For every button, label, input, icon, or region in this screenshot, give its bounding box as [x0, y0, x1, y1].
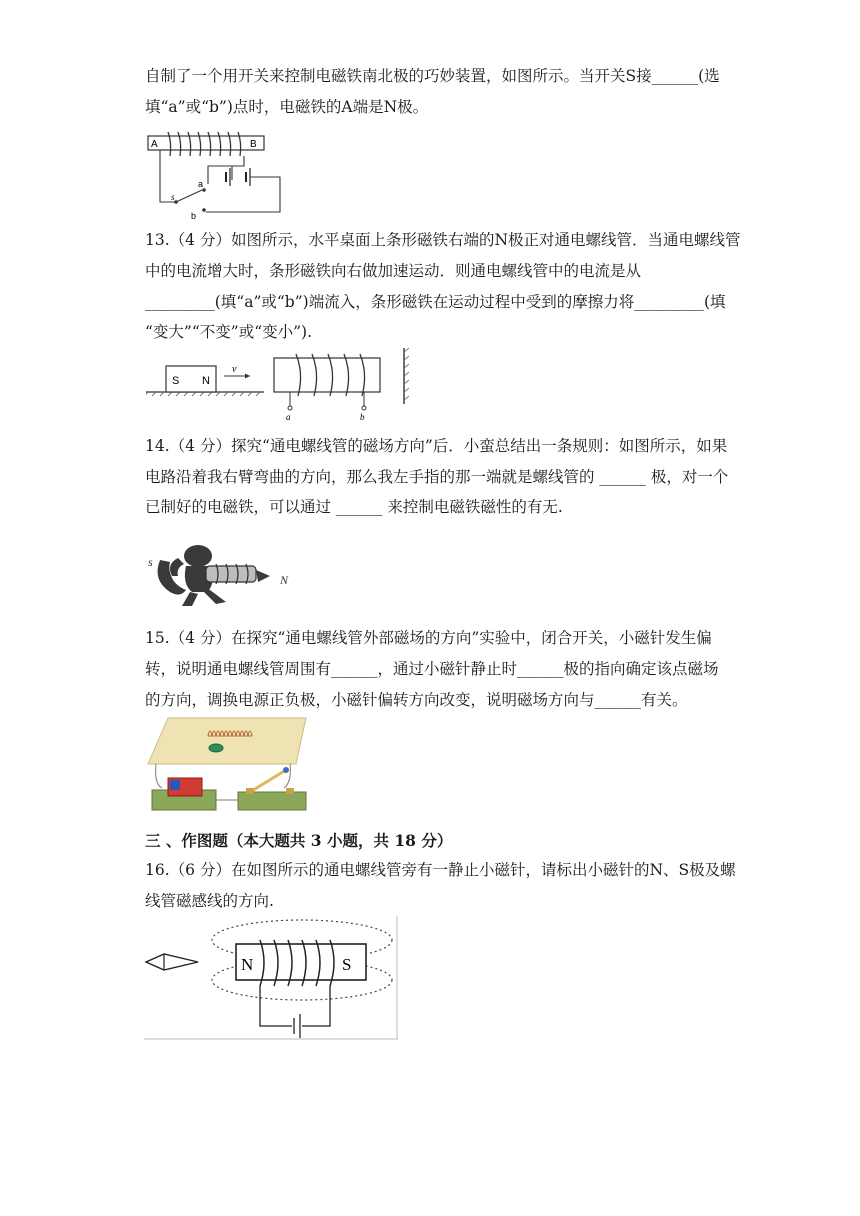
label-end-b: b — [360, 412, 365, 422]
q14-text-line-3: 已制好的电磁铁，可以通过 ______ 来控制电磁铁磁性的有无. — [145, 498, 563, 516]
label-velocity: v — [232, 364, 237, 375]
label-figure-s: s — [148, 555, 153, 569]
q14-text-line-2: 电路沿着我右臂弯曲的方向，那么我左手指的那一端就是螺线管的 ______ 极，对一个 — [145, 468, 729, 486]
label-a-end: A — [151, 139, 158, 150]
q15-text-line-2: 转，说明通电螺线管周围有______，通过小磁针静止时______极的指向确定该点磁场 — [145, 660, 719, 678]
switch-lever — [250, 770, 286, 792]
q13-text-line-2: 中的电流增大时，条形磁铁向右做加速运动．则通电螺线管中的电流是从 — [145, 262, 642, 280]
q13-text-line-3: _________(填“a”或“b”)端流入，条形磁铁在运动过程中受到的摩擦力将_________(填 — [145, 293, 726, 311]
q12-text-line-1: 自制了一个用开关来控制电磁铁南北极的巧妙装置，如图所示。当开关S接______(选 — [145, 67, 720, 85]
label-switch-s: s — [171, 192, 175, 202]
label-switch-a: a — [198, 179, 204, 189]
compass-needle-icon — [209, 744, 223, 752]
q13-text-line-1: 13.（4 分）如图所示，水平桌面上条形磁铁右端的N极正对通电螺线管．当通电螺线管 — [145, 231, 741, 249]
q14-cartoon-figure — [146, 540, 296, 610]
q15-text-line-1: 15.（4 分）在探究“通电螺线管外部磁场的方向”实验中，闭合开关，小磁针发生偏 — [145, 629, 712, 647]
battery-icon — [294, 1014, 300, 1038]
label-solenoid-n: N — [241, 955, 254, 974]
table-hatching — [146, 392, 260, 396]
label-b-end: B — [250, 139, 257, 150]
compass-needle-icon — [146, 954, 198, 970]
label-figure-n: N — [280, 573, 289, 587]
q16-solenoid-field-figure — [144, 916, 400, 1040]
q13-text-line-4: “变大”“不变”或“变小”). — [145, 323, 313, 341]
switch-lever — [176, 190, 202, 202]
battery-icon — [226, 168, 250, 186]
label-magnet-n: N — [202, 375, 210, 387]
q14-text-line-1: 14.（4 分）探究“通电螺线管的磁场方向”后．小蛮总结出一条规则：如图所示，如果 — [145, 437, 728, 455]
section-3-heading: 三 、作图题（本大题共 3 小题，共 18 分） — [145, 831, 453, 850]
label-end-a: a — [286, 412, 291, 422]
label-switch-b: b — [191, 211, 197, 220]
label-solenoid-s: S — [342, 955, 352, 974]
switch-base — [238, 792, 306, 810]
solenoid-windings — [296, 354, 365, 396]
board — [148, 718, 306, 764]
q12-text-line-2: 填“a”或“b”)点时，电磁铁的A端是N极。 — [145, 98, 429, 116]
q13-magnet-solenoid-figure — [146, 346, 412, 422]
q16-text-line-1: 16.（6 分）在如图所示的通电螺线管旁有一静止小磁针，请标出小磁针的N、S极及螺 — [145, 861, 736, 879]
q16-text-line-2: 线管磁感线的方向. — [145, 892, 274, 910]
q15-text-line-3: 的方向，调换电源正负极，小磁针偏转方向改变，说明磁场方向与______有关。 — [145, 691, 688, 709]
q15-experiment-figure — [146, 716, 314, 814]
q12-electromagnet-figure — [146, 128, 286, 220]
label-magnet-s: S — [172, 375, 180, 387]
